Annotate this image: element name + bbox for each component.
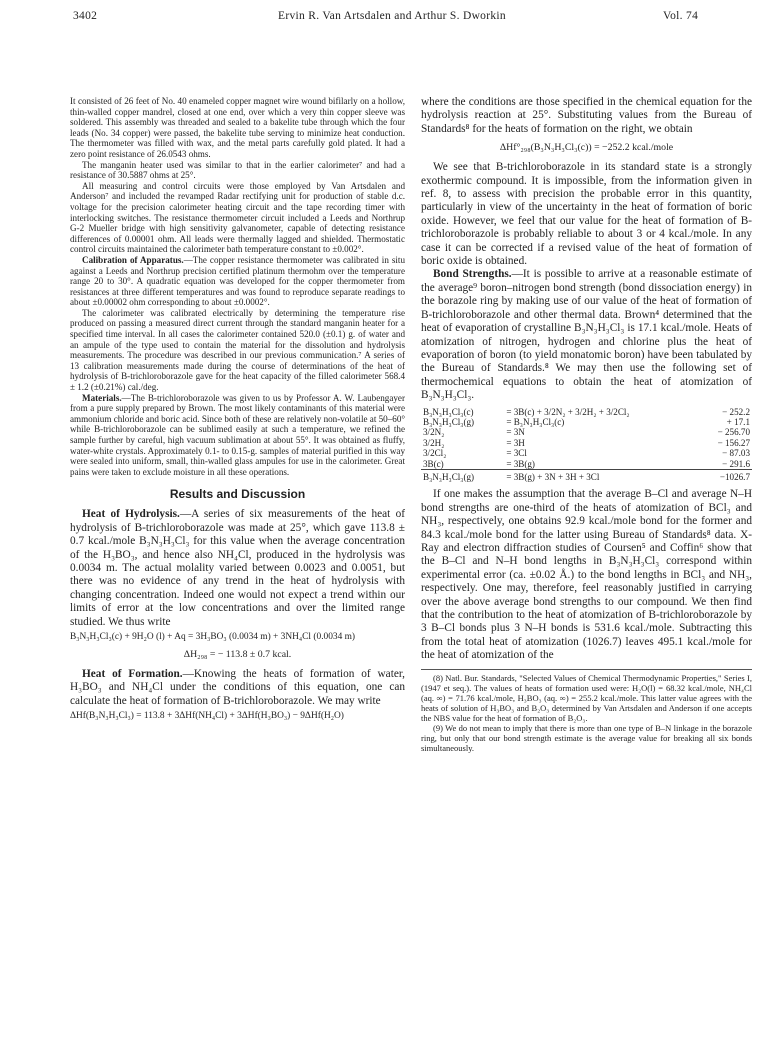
paragraph-text: —A series of six measurements of the heat of hydrolysis of B-trichloroborazole was made at 25°, which gave 113.8 ± 0.7 kcal./mole B₃N₃H₃Cl₃ for this value when the average concentration of the H₃BO₃, and hence also NH₄Cl, produced in the hydrolysis was 0.0034 m. The actual molality varied between 0.0023 and 0.0051, but there was no evidence of any trend in the heat of hydrolysis with changing concentration. Indeed one would not expect a trend within our limits of error at the low concentrations and over the limited range studied. We thus write — [70, 508, 405, 628]
paragraph — [70, 255, 405, 308]
paragraph — [421, 268, 752, 402]
cycle-lhs: 3B(c) — [423, 458, 444, 469]
cycle-lhs: B₃N₃H₃Cl₃(c) — [423, 406, 474, 417]
cycle-rhs: = 3B(g) — [506, 458, 535, 469]
cycle-rhs: = 3B(c) + 3/2N₂ + 3/2H₂ + 3/2Cl₂ — [506, 406, 630, 417]
cycle-value: − 156.27 — [717, 437, 750, 448]
enthalpy-result: ΔH₂₉₈ = − 113.8 ± 0.7 kcal. — [183, 649, 292, 661]
paragraph — [70, 508, 405, 629]
cycle-value: − 291.6 — [722, 458, 750, 469]
formation-result: ΔHf°₂₉₈(B₃N₃H₃Cl₃(c)) = −252.2 kcal./mole — [499, 142, 674, 154]
cycle-rhs: = 3N — [506, 427, 525, 438]
cycle-value: − 256.70 — [717, 427, 750, 438]
paragraph — [70, 393, 405, 478]
volume-label: Vol. 74 — [663, 10, 699, 22]
cycle-total-row — [421, 469, 752, 482]
paragraph-text: —The copper resistance thermometer was calibrated in situ against a Leeds and Northrup precision certified platinum thermohm over the temperature range 20 to 30°. A quadratic equation was developed for the copper thermometer from resistances at three different temperatures and was found to reproduce separate readings to about ±0.00002 ohm corresponding to about ±0.0002°. — [70, 254, 405, 308]
run-in-heading: Materials. — [82, 392, 122, 403]
cycle-row — [421, 448, 752, 458]
paragraph: All measuring and control circuits were those employed by Van Artsdalen and Anderson⁷ and included the revamped Radar rectifying unit for production of stable d.c. voltage for the precision calorimeter heating circuit and the tape recording timer with interlocking switches. The resistance thermometer circuit included a Leeds and Northrup G-2 Mueller bridge with high sensitivity galvanometer, capable of detecting resistance differences of 0.00001 ohm. All leads were thermally lagged and shielded. Thermostatic control circuits maintained the calorimeter bath temperature constant to ±0.002°. — [70, 180, 405, 255]
cycle-row — [421, 459, 752, 470]
paragraph: We see that B-trichloroborazole in its standard state is a strongly exothermic compound. It is impossible, from the information given in ref. 8, to assess with precision the probable error in this quantity, particularly in view of the uncertainty in the heat of formation of boric oxide. However, we feel that our value for the heat of formation of B-trichloroborazole is probably reliable to about 3 or 4 kcal./mole. In any case it can be corrected if a revised value of the heat of formation of boric oxide is obtained. — [421, 161, 752, 268]
paragraph-text: —It is possible to arrive at a reasonable estimate of the average⁹ boron–nitrogen bond strength (bond dissociation energy) in the borazole ring by making use of our value of the heat of formation of B-trichloroborazole and other thermal data. Brown⁴ determined that the heat of evaporation of crystalline B₃N₃H₃Cl₃ is 17.1 kcal./mole. Heats of atomization of nitrogen, hydrogen and chlorine plus the heat of evaporation of boron (to yield monatomic boron) have been tabulated by the Bureau of Standards.⁸ We may then use the following set of thermochemical equations to obtain the heat of atomization of B₃N₃H₃Cl₃. — [421, 268, 752, 402]
cycle-row — [421, 438, 752, 448]
hydrolysis-equation: B₃N₃H₃Cl₃(c) + 9H₂O (l) + Aq = 3H₃BO₃ (0.0034 m) + 3NH₄Cl (0.0034 m) — [70, 632, 356, 643]
cycle-row — [421, 417, 752, 427]
cycle-lhs: B₃N₃H₃Cl₃(g) — [421, 469, 504, 482]
footnotes — [421, 673, 752, 753]
section-heading: Results and Discussion — [169, 487, 306, 502]
footnote-8: (8) Natl. Bur. Standards, "Selected Values of Chemical Thermodynamic Properties," Series I, (1947 et seq.). The values of heats of formation used were: H₂O(l) = 68.32 kcal./mole, NH₄Cl (aq. ∞) = 71.76 kcal./mole, H₃BO₃ (aq. ∞) = 255.2 kcal./mole. This latter value agrees with the heats of solution of H₃BO₃ and B₂O₃ determined by Van Artsdalen and Anderson if one accepts the NBS value for the heat of formation of B₂O₃. — [421, 672, 752, 723]
paragraph: The manganin heater used was similar to that in the earlier calorimeter⁷ and had a resistance of 30.5887 ohms at 25°. — [70, 159, 405, 181]
page-number: 3402 — [73, 10, 98, 22]
cycle-lhs: 3/2Cl₂ — [423, 448, 447, 459]
paragraph-text: —Knowing the heats of formation of water, H₃BO₃ and NH₄Cl under the conditions of this equation, one can calculate the heat of formation of B-trichloroborazole. We may write — [70, 668, 405, 707]
run-in-heading: Bond Strengths. — [433, 268, 512, 281]
paragraph-text: —The B-trichloroborazole was given to us by Professor A. W. Laubengayer from a pure supply prepared by Brown. The most likely contaminants of this material were ammonium chloride and boric acid. Since both of these are relatively non-volatile at 50–60° while B-trichloroborazole can be sublimed easily at such a temperature, we refined the sample further by careful, high vacuum sublimation at about 55°. It was obtained as fluffy, water-white crystals. Approximately 0.1- to 0.15-g. samples of material purified in this way were sealed into uniform, small, thin-walled glass ampules for use in the calorimeter. Great pains were taken to exclude moisture in all these operations. — [70, 392, 405, 477]
cycle-rhs: = 3Cl — [506, 448, 527, 459]
footnote-divider — [421, 669, 752, 670]
cycle-lhs: 3/2N₂ — [423, 427, 445, 438]
cycle-row — [421, 407, 752, 417]
left-column — [70, 96, 405, 725]
run-in-heading: Heat of Hydrolysis. — [82, 508, 180, 521]
right-column — [421, 96, 752, 753]
cycle-value: + 17.1 — [726, 416, 750, 427]
paragraph: The calorimeter was calibrated electrically by determining the temperature rise produced on passing a measured direct current through the standard manganin heater for a specified time interval. In all cases the calorimeter contained 520.0 (±0.1) g. of water and an ampule of the type used to contain the material for the dissolution and hydrolysis measurements. The procedure was described in our previous communication.⁷ A series of 13 calibration measurements made during the course of determinations of the heat of hydrolysis of B-trichloroborazole gave for the heat capacity of the filled calorimeter 568.4 ± 1.2 (±0.21%) cal./deg. — [70, 307, 405, 393]
cycle-rhs: = B₃N₃H₃Cl₃(c) — [506, 416, 565, 427]
run-in-heading: Calibration of Apparatus. — [82, 254, 184, 265]
cycle-value: − 87.03 — [722, 448, 750, 459]
cycle-value: −1026.7 — [697, 469, 752, 482]
paragraph — [70, 668, 405, 708]
paragraph: It consisted of 26 feet of No. 40 enameled copper magnet wire wound bifilarly on a hollow, thin-walled copper mandrel, closed at one end, over which a very thin copper sleeve was soldered. This assembly was threaded and sealed to a bakelite tube through which the four leads (No. 34 copper) were passed, the bakelite tube serving to minimize heat conduction. The thermometer was filled with wax, and the metal parts carefully gold plated. It had a zero point resistance of 26.0543 ohms. — [70, 96, 405, 159]
cycle-lhs: B₃N₃H₃Cl₃(g) — [423, 416, 475, 427]
thermochemical-cycle-table — [421, 407, 752, 483]
formation-equation: ΔHf(B₃N₃H₃Cl₃) = 113.8 + 3ΔHf(NH₄Cl) + 3ΔHf(H₃BO₃) − 9ΔHf(H₂O) — [70, 711, 344, 722]
cycle-row — [421, 427, 752, 437]
cycle-value: − 252.2 — [722, 406, 750, 417]
cycle-lhs: 3/2H₂ — [423, 437, 445, 448]
footnote-9: (9) We do not mean to imply that there is more than one type of B–N linkage in the borazole ring, but only that our bond strength estimate is the average value for breaking all six bonds simultaneously. — [421, 722, 752, 753]
running-header-authors: Ervin R. Van Artsdalen and Arthur S. Dworkin — [278, 10, 506, 22]
run-in-heading: Heat of Formation. — [82, 668, 183, 681]
cycle-rhs: = 3H — [506, 437, 525, 448]
cycle-rhs: = 3B(g) + 3N + 3H + 3Cl — [504, 469, 697, 482]
paragraph: If one makes the assumption that the average B–Cl and average N–H bond strengths are one-third of the heats of atomization of BCl₃ and NH₃, respectively, one obtains 92.9 kcal./mole bond for the former and 84.3 kcal./mole bond for the latter using Bureau of Standards⁸ data. X-Ray and electron diffraction studies of Coursen⁵ and Coffin⁶ show that the B–Cl and N–H bond lengths in B₃N₃H₃Cl₃ correspond within experimental error (ca. ±0.02 Å.) to the bond lengths in BCl₃ and NH₃, respectively. One may, therefore, feel reasonably justified in carrying over the above average bond strengths to our compound. We then find that the contribution to the heat of atomization of B-trichloroborazole by 3 B–Cl bonds plus 3 N–H bonds is 531.6 kcal./mole. Subtracting this from the total heat of atomization (1026.7) leaves 495.1 kcal./mole for the heat of atomization of the — [421, 488, 752, 662]
paragraph: where the conditions are those specified in the chemical equation for the hydrolysis reaction at 25°. Substituting values from the Bureau of Standards⁸ for the heats of formation on the right, we obtain — [421, 96, 752, 135]
